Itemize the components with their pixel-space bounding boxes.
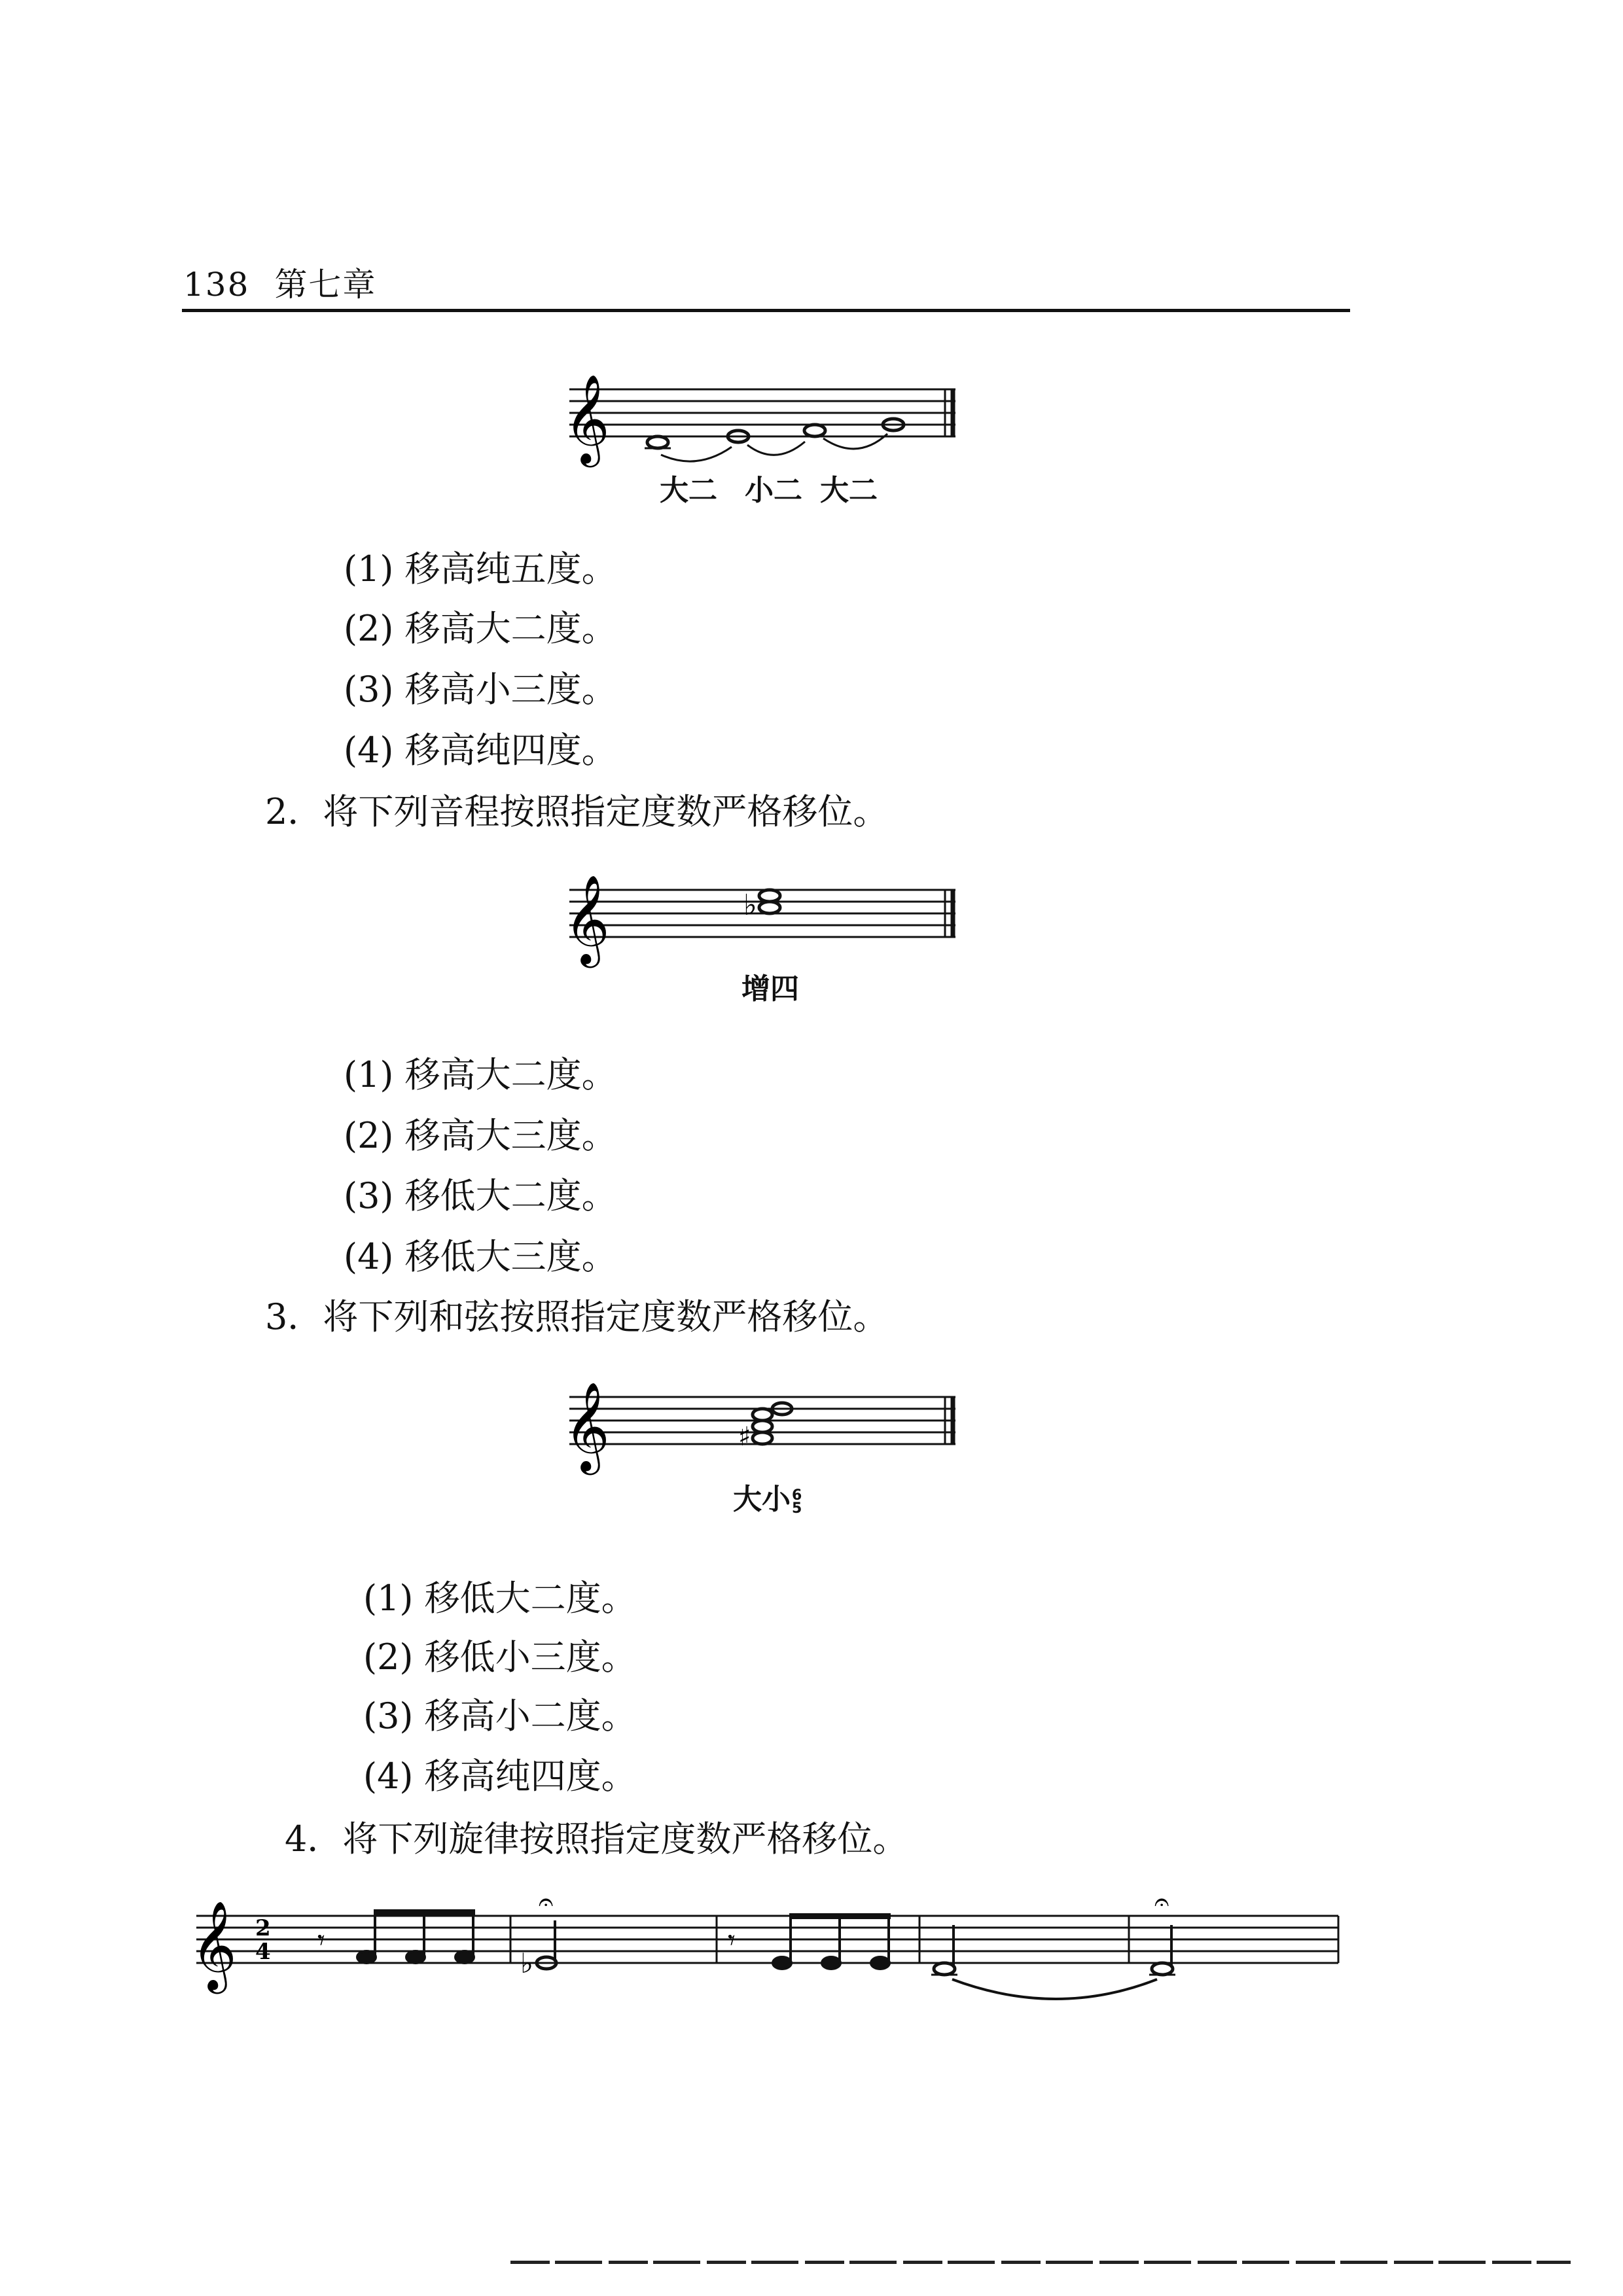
time-signature-top: 2 (255, 1915, 271, 1941)
note (406, 1951, 425, 1963)
beam (374, 1909, 475, 1915)
note (647, 436, 668, 448)
list-item: (3) 移低大二度。 (344, 1175, 617, 1216)
note (822, 1957, 840, 1969)
sharp-icon: ♯ (738, 1422, 751, 1452)
note (753, 1421, 772, 1432)
fermata-icon: 𝄐 (539, 1887, 554, 1917)
beam (789, 1913, 891, 1919)
interval-label: 大二 (660, 474, 717, 507)
flat-icon: ♭ (743, 889, 757, 922)
footer-rule (510, 2261, 1571, 2264)
chapter-title: 第七章 (274, 266, 377, 304)
note (804, 425, 825, 436)
note (753, 1432, 772, 1444)
list-item: (1) 移高大二度。 (344, 1054, 617, 1095)
list-item: (3) 移高小三度。 (344, 669, 617, 710)
tie (952, 1979, 1157, 1999)
treble-clef-icon: 𝄞 (564, 1381, 610, 1471)
list-item: (2) 移高大三度。 (344, 1115, 617, 1156)
time-signature-bottom: 4 (255, 1939, 271, 1965)
treble-clef-icon: 𝄞 (564, 373, 610, 463)
note (759, 890, 780, 902)
question-heading: 4．将下列旋律按照指定度数严格移位。 (285, 1818, 908, 1860)
note (759, 902, 780, 913)
eighth-rest-icon: 𝄾 (317, 1924, 325, 1957)
figure-top: 6 (792, 1487, 802, 1504)
note (455, 1951, 474, 1963)
figure-bottom: 5 (792, 1500, 802, 1517)
question-heading: 2．将下列音程按照指定度数严格移位。 (265, 791, 889, 832)
chord-caption (733, 1475, 802, 1517)
eighth-rest-icon: 𝄾 (728, 1924, 736, 1957)
chord-label: 大小 (733, 1483, 791, 1516)
interval-caption: 增四 (741, 972, 799, 1006)
list-item: (4) 移低大三度。 (344, 1236, 617, 1277)
list-item: (4) 移高纯四度。 (363, 1756, 637, 1797)
list-item: (2) 移高大二度。 (344, 608, 617, 649)
question-heading: 3．将下列和弦按照指定度数严格移位。 (265, 1296, 889, 1337)
list-item: (4) 移高纯四度。 (344, 730, 617, 771)
page-header (183, 258, 376, 306)
interval-label: 大二 (820, 474, 878, 507)
header-rule (182, 309, 1350, 312)
fermata-icon: 𝄐 (1154, 1887, 1169, 1917)
q3-staff (563, 1371, 969, 1475)
treble-clef-icon: 𝄞 (564, 874, 610, 964)
note (934, 1963, 955, 1975)
list-item: (1) 移低大二度。 (363, 1578, 637, 1619)
page-number: 138 (183, 266, 250, 304)
note (773, 1957, 791, 1969)
treble-clef-icon: 𝄞 (191, 1899, 237, 1990)
list-item: (2) 移低小三度。 (363, 1636, 637, 1678)
interval-label: 小二 (745, 474, 802, 507)
note (871, 1957, 889, 1969)
q2-staff (563, 864, 969, 968)
list-item: (3) 移高小二度。 (363, 1695, 637, 1737)
note (1152, 1963, 1173, 1975)
note (753, 1409, 772, 1421)
flat-icon: ♭ (520, 1947, 533, 1979)
list-item: (1) 移高纯五度。 (344, 548, 617, 590)
note (357, 1951, 376, 1963)
q4-staff (190, 1884, 1355, 2015)
